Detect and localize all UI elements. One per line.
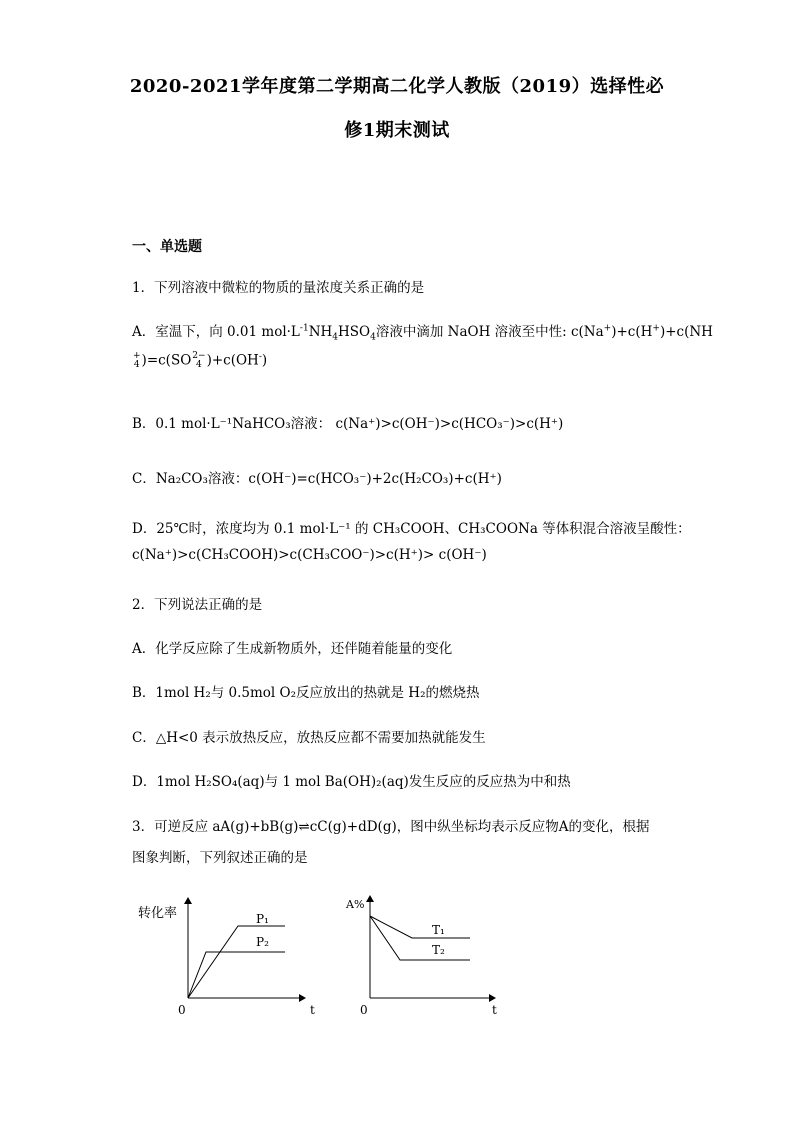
q2-option-d: D．1mol H₂SO₄(aq)与 1 mol Ba(OH)₂(aq)发生反应的反应热为中和热 (132, 774, 571, 790)
q1-option-a: A．室温下，向 0.01 $mol\cdot L^{-1}NH_4HSO_4$溶液中滴加 NaOH 溶液至中性: c(Na+)+c(H+)+c(NH (132, 323, 713, 343)
section-heading: 一、单选题 (132, 239, 202, 255)
q1-option-d: D．25℃时，浓度均为 0.1 mol·L⁻¹ 的 CH₃COOH、CH₃COONa 等体积混合溶液呈酸性： (132, 521, 691, 537)
graph1-line-p2 (188, 952, 285, 998)
graph1-y-label: 转化率 (138, 906, 178, 921)
graph1-x-label: t (310, 1003, 315, 1017)
doc-title-line2: 修1期末测试 (344, 120, 450, 141)
doc-title-line1: 2020-2021学年度第二学期高二化学人教版（2019）选择性必 (129, 76, 665, 97)
q3-stem: 3．可逆反应 aA(g)+bB(g)⇌cC(g)+dD(g)，图中纵坐标均表示反应物A的变化，根据 (132, 819, 650, 835)
graph-conversion-vs-time (130, 890, 330, 1024)
q2-option-a: A．化学反应除了生成新物质外，还伴随着能量的变化 (132, 641, 453, 657)
graph1-origin: 0 (178, 1003, 186, 1017)
graph1-label-p2: P₂ (256, 935, 269, 949)
graph2-x-label: t (492, 1003, 497, 1017)
graph2-origin: 0 (360, 1003, 368, 1017)
graph2-label-t2: T₂ (432, 943, 445, 957)
q1-option-b: B．0.1 mol·L⁻¹NaHCO₃溶液： c(Na⁺)>c(OH⁻)>c(HCO₃⁻)>c(H⁺) (132, 416, 564, 432)
graph1-label-p1: P₁ (256, 912, 269, 926)
q2-option-c: C．△H<0 表示放热反应，放热反应都不需要加热就能发生 (132, 730, 486, 746)
q1-option-a-cont: + 4 )=c(SO 2− 4 )+c(OH-) (133, 351, 268, 370)
q1-option-c: C．Na₂CO₃溶液：c(OH⁻)=c(HCO₃⁻)+2c(H₂CO₃)+c(H⁺) (132, 471, 502, 487)
graph-a-percent-vs-time (340, 890, 520, 1024)
q1-option-d-cont: c(Na⁺)>c(CH₃COOH)>c(CH₃COO⁻)>c(H⁺)> c(OH⁻) (132, 547, 487, 563)
graph2-label-t1: T₁ (432, 923, 445, 937)
q3-stem-cont: 图象判断，下列叙述正确的是 (132, 850, 308, 866)
q2-option-b: B．1mol H₂与 0.5mol O₂反应放出的热就是 H₂的燃烧热 (132, 685, 480, 701)
q2-stem: 2．下列说法正确的是 (132, 597, 263, 613)
graph2-line-t1 (370, 916, 470, 938)
graph2-y-label: A% (346, 898, 365, 911)
q1-stem: 1．下列溶液中微粒的物质的量浓度关系正确的是 (132, 280, 425, 296)
